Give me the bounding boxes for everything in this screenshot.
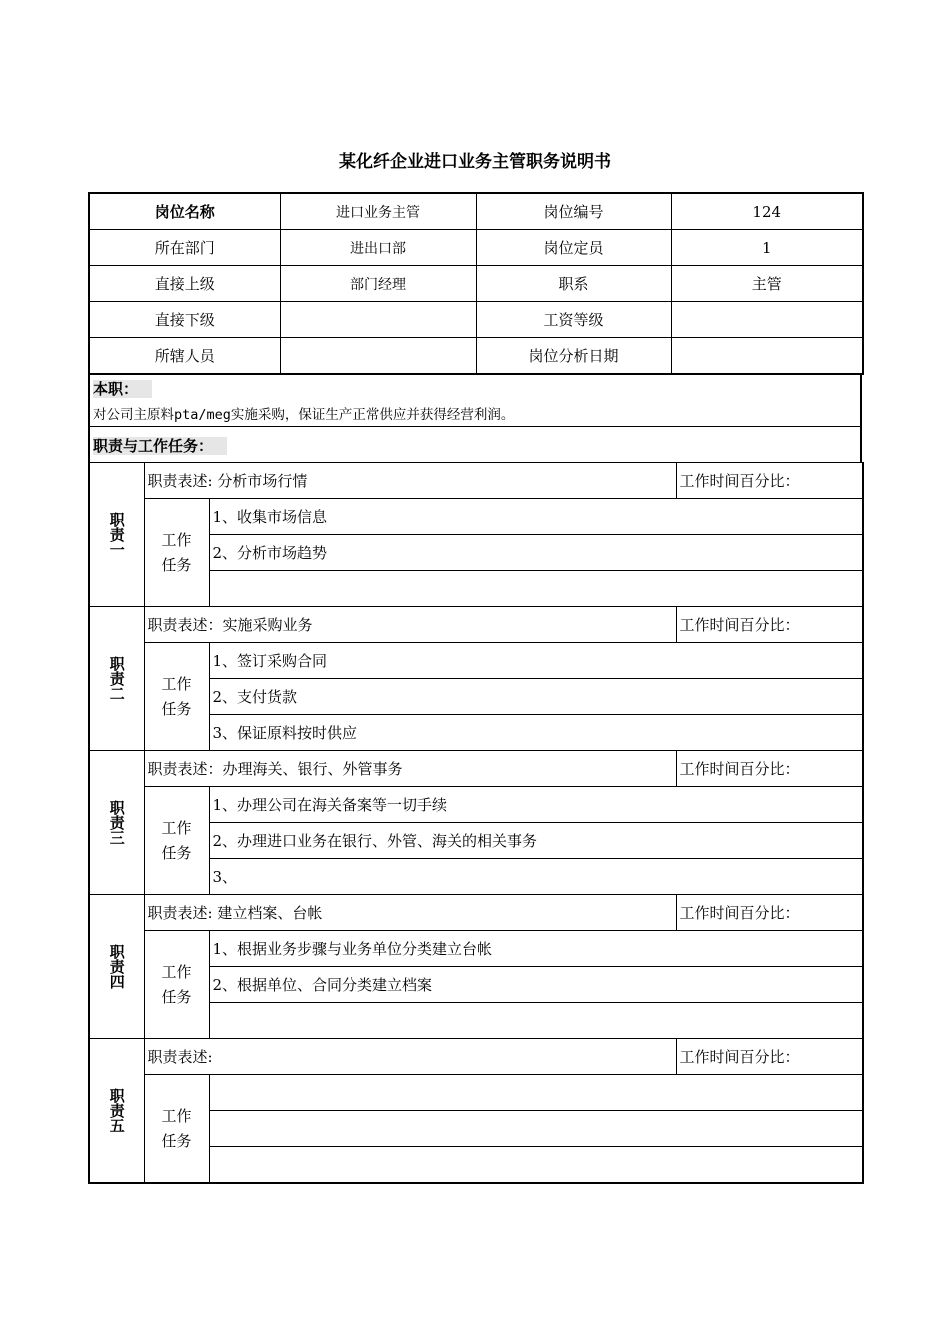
analysis-date-label: 岗位分析日期: [476, 338, 671, 375]
task-item: [209, 1003, 863, 1039]
task-item: 1、办理公司在海关备案等一切手续: [209, 787, 863, 823]
duties-heading: 职责与工作任务：: [93, 437, 227, 455]
time-percentage-label: 工作时间百分比：: [676, 1039, 863, 1075]
duty-task-row: [89, 1075, 863, 1111]
duty-task-row: [89, 643, 863, 679]
task-item: 2、根据单位、合同分类建立档案: [209, 967, 863, 1003]
task-item: 2、分析市场趋势: [209, 535, 863, 571]
work-task-label: 工作任务: [144, 1075, 209, 1184]
time-percentage-label: 工作时间百分比：: [676, 895, 863, 931]
duties-heading-row: [88, 427, 862, 462]
duty-task-row: [89, 499, 863, 535]
duties-table: [88, 462, 864, 1184]
duty-label: 职责四: [89, 895, 144, 1039]
job-family-label: 职系: [476, 266, 671, 302]
duty-label: 职责五: [89, 1039, 144, 1184]
headcount-label: 岗位定员: [476, 230, 671, 266]
task-item: [209, 1075, 863, 1111]
managed-staff-value: [280, 338, 476, 375]
position-code-value: 124: [671, 193, 863, 230]
task-item: 2、支付货款: [209, 679, 863, 715]
managed-staff-label: 所辖人员: [89, 338, 280, 375]
task-item: 2、办理进口业务在银行、外管、海关的相关事务: [209, 823, 863, 859]
time-percentage-label: 工作时间百分比：: [676, 607, 863, 643]
position-code-label: 岗位编号: [476, 193, 671, 230]
salary-grade-value: [671, 302, 863, 338]
info-row: [89, 338, 863, 375]
info-row: [89, 302, 863, 338]
analysis-date-value: [671, 338, 863, 375]
work-task-label: 工作任务: [144, 499, 209, 607]
duty-description-row: [89, 751, 863, 787]
time-percentage-label: 工作时间百分比：: [676, 463, 863, 499]
duty-task-row: [89, 787, 863, 823]
work-task-label: 工作任务: [144, 643, 209, 751]
duty-label: 职责一: [89, 463, 144, 607]
direct-subordinate-label: 直接下级: [89, 302, 280, 338]
duty-description: 职责表述: 分析市场行情: [144, 463, 676, 499]
department-value: 进出口部: [280, 230, 476, 266]
work-task-label: 工作任务: [144, 787, 209, 895]
duty-description-row: [89, 463, 863, 499]
info-row: [89, 266, 863, 302]
basic-info-table: [88, 192, 864, 375]
department-label: 所在部门: [89, 230, 280, 266]
headcount-value: 1: [671, 230, 863, 266]
direct-superior-value: 部门经理: [280, 266, 476, 302]
duty-label: 职责三: [89, 751, 144, 895]
task-item: [209, 1147, 863, 1184]
duty-description: 职责表述：实施采购业务: [144, 607, 676, 643]
summary-section: [88, 373, 862, 427]
task-item: 1、根据业务步骤与业务单位分类建立台帐: [209, 931, 863, 967]
duty-description-row: [89, 1039, 863, 1075]
document-title: 某化纤企业进口业务主管职务说明书: [339, 152, 611, 172]
duty-description: 职责表述:: [144, 1039, 676, 1075]
position-name-label: 岗位名称: [89, 193, 280, 230]
summary-text: 对公司主原料pta/meg实施采购，保证生产正常供应并获得经营利润。: [93, 407, 515, 423]
duty-label: 职责二: [89, 607, 144, 751]
position-name-value: 进口业务主管: [280, 193, 476, 230]
task-item: [209, 1111, 863, 1147]
duty-task-row: [89, 931, 863, 967]
direct-subordinate-value: [280, 302, 476, 338]
job-family-value: 主管: [671, 266, 863, 302]
time-percentage-label: 工作时间百分比：: [676, 751, 863, 787]
duty-description: 职责表述：办理海关、银行、外管事务: [144, 751, 676, 787]
task-item: 3、: [209, 859, 863, 895]
duty-description-row: [89, 895, 863, 931]
duty-description-row: [89, 607, 863, 643]
direct-superior-label: 直接上级: [89, 266, 280, 302]
task-item: 3、保证原料按时供应: [209, 715, 863, 751]
work-task-label: 工作任务: [144, 931, 209, 1039]
info-row: [89, 193, 863, 230]
info-row: [89, 230, 863, 266]
salary-grade-label: 工资等级: [476, 302, 671, 338]
task-item: [209, 571, 863, 607]
task-item: 1、签订采购合同: [209, 643, 863, 679]
summary-heading: 本职：: [93, 380, 152, 398]
duty-description: 职责表述: 建立档案、台帐: [144, 895, 676, 931]
task-item: 1、收集市场信息: [209, 499, 863, 535]
